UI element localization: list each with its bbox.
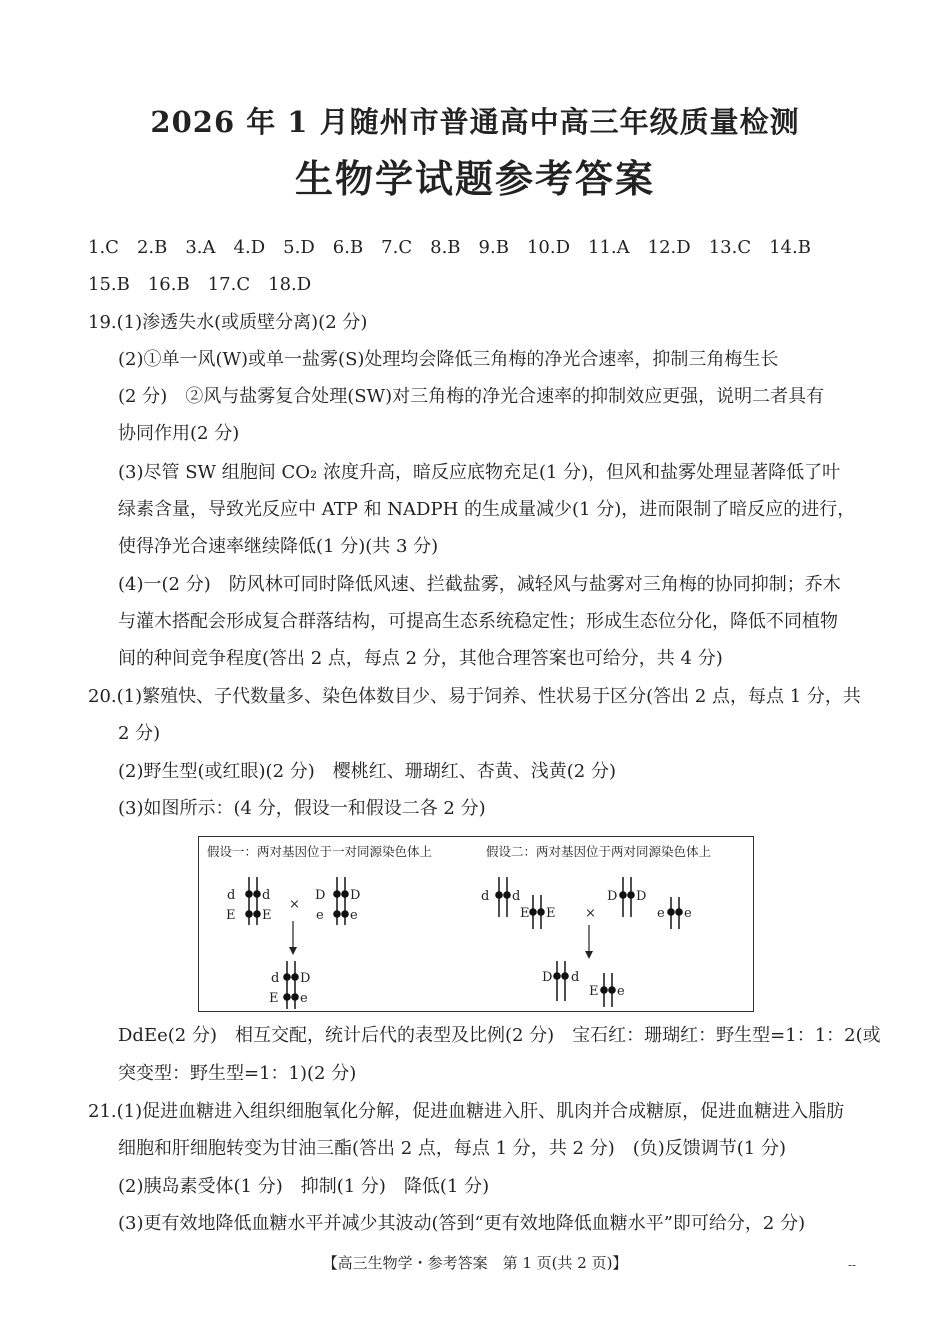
choice-answer: 10.D	[526, 237, 570, 258]
gene-label: e	[350, 908, 358, 923]
hypothesis1-offspring	[269, 961, 310, 1009]
q19-part4-line1: (4)一(2 分) 防风林可同时降低风速、拦截盐雾，减轻风与盐雾对三角梅的协同抑制；乔木	[118, 574, 841, 595]
chromosome-diagram-svg	[199, 837, 755, 1013]
choice-answer: 13.C	[708, 237, 752, 258]
q21-part3: (3)更有效地降低血糖水平并减少其波动(答到“更有效地降低血糖水平”即可给分，2 分)	[118, 1213, 806, 1234]
hypothesis1-label: 假设一：两对基因位于一对同源染色体上	[207, 844, 433, 859]
gene-label: D	[636, 889, 647, 904]
hypothesis1-parent1	[226, 877, 272, 925]
choice-answer: 3.A	[185, 237, 216, 258]
page-footer: 【高三生物学・参考答案 第 1 页(共 2 页)】	[322, 1254, 628, 1272]
choice-answer: 9.B	[478, 237, 509, 258]
q19-part1: 19.(1)渗透失水(或质壁分离)(2 分)	[88, 312, 368, 333]
q20-part3: (3)如图所示：(4 分，假设一和假设二各 2 分)	[118, 798, 486, 819]
q21-part1-line2: 细胞和肝细胞转变为甘油三酯(答出 2 点，每点 1 分，共 2 分) (负)反馈调节(1 分)	[118, 1138, 786, 1159]
gene-label: d	[262, 888, 271, 903]
gene-label: e	[684, 906, 692, 921]
gene-label: E	[226, 908, 236, 923]
gene-label: D	[315, 888, 326, 903]
chromosome-diagram	[198, 836, 754, 1012]
gene-label: e	[300, 991, 308, 1006]
choice-answer: 12.D	[647, 237, 691, 258]
choice-answer: 18.D	[268, 274, 312, 295]
gene-label: D	[300, 971, 311, 986]
choice-answer: 14.B	[769, 237, 811, 258]
choice-answers-row-2	[88, 273, 329, 297]
gene-label: D	[607, 889, 618, 904]
gene-label: E	[269, 991, 279, 1006]
choice-answer: 15.B	[88, 274, 130, 295]
gene-label: e	[617, 984, 625, 999]
q19-part4-line2: 与灌木搭配会形成复合群落结构，可提高生态系统稳定性；形成生态位分化，降低不同植物	[118, 611, 838, 632]
q21-part1-line1: 21.(1)促进血糖进入组织细胞氧化分解，促进血糖进入肝、肌肉并合成糖原，促进血糖进入脂肪	[88, 1101, 845, 1122]
hypothesis1-arrow	[289, 921, 297, 955]
hypothesis2-parent1	[481, 877, 556, 929]
q19-part4-line3: 间的种间竞争程度(答出 2 点，每点 2 分，其他合理答案也可给分，共 4 分)	[118, 648, 723, 669]
gene-label: e	[657, 906, 665, 921]
choice-answer: 16.B	[147, 274, 190, 295]
cross-symbol: ×	[585, 906, 596, 921]
choice-answer: 4.D	[233, 237, 266, 258]
q19-part2-line2: (2 分) ②风与盐雾复合处理(SW)对三角梅的净光合速率的抑制效应更强，说明二者具有	[118, 386, 825, 407]
gene-label: d	[512, 889, 521, 904]
q19-part2-line1: (2)①单一风(W)或单一盐雾(S)处理均会降低三角梅的净光合速率，抑制三角梅生长	[118, 349, 779, 370]
hypothesis2-offspring	[542, 961, 625, 1007]
choice-answer: 5.D	[283, 237, 315, 258]
q19-part3-line2: 绿素含量，导致光反应中 ATP 和 NADPH 的生成量减少(1 分)，进而限制了暗反应的进行，	[118, 499, 856, 520]
choice-answer: 1.C	[88, 237, 119, 258]
q19-part3-line3: 使得净光合速率继续降低(1 分)(共 3 分)	[118, 536, 439, 557]
choice-answer: 17.C	[207, 274, 251, 295]
footer-mark: --	[848, 1258, 857, 1272]
gene-label: D	[542, 970, 553, 985]
exam-title: 2026 年 1 月随州市普通高中高三年级质量检测	[150, 105, 800, 139]
cross-symbol: ×	[289, 897, 300, 912]
hypothesis2-label: 假设二：两对基因位于两对同源染色体上	[486, 844, 712, 859]
gene-label: d	[227, 888, 236, 903]
q20-part2: (2)野生型(或红眼)(2 分) 樱桃红、珊瑚红、杏黄、浅黄(2 分)	[118, 761, 616, 782]
gene-label: E	[589, 984, 599, 999]
q20-part1-line1: 20.(1)繁殖快、子代数量多、染色体数目少、易于饲养、性状易于区分(答出 2 点，每点 1 分，共	[88, 686, 861, 707]
choice-answer: 2.B	[136, 237, 168, 258]
gene-label: E	[520, 906, 530, 921]
answer-key-title: 生物学试题参考答案	[294, 156, 655, 201]
q20-part1-line2: 2 分)	[118, 723, 161, 744]
gene-label: d	[481, 889, 490, 904]
q19-part2-line3: 协同作用(2 分)	[118, 423, 240, 444]
choice-answer: 7.C	[381, 237, 413, 258]
choice-answer: 6.B	[332, 237, 364, 258]
gene-label: e	[316, 908, 324, 923]
gene-label: d	[271, 971, 280, 986]
gene-label: D	[350, 888, 361, 903]
q20-part3-answer-line2: 突变型：野生型=1：1)(2 分)	[118, 1063, 357, 1084]
q21-part2: (2)胰岛素受体(1 分) 抑制(1 分) 降低(1 分)	[118, 1176, 490, 1197]
choice-answers-row-1	[88, 236, 829, 260]
hypothesis2-parent2	[607, 877, 692, 929]
choice-answer: 8.B	[430, 237, 461, 258]
gene-label: d	[571, 970, 580, 985]
gene-label: E	[546, 906, 556, 921]
q19-part3-line1: (3)尽管 SW 组胞间 CO₂ 浓度升高，暗反应底物充足(1 分)，但风和盐雾处理显著降低了叶	[118, 462, 841, 483]
choice-answer: 11.A	[588, 237, 630, 258]
gene-label: E	[262, 908, 272, 923]
q20-part3-answer-line1: DdEe(2 分) 相互交配，统计后代的表型及比例(2 分) 宝石红：珊瑚红：野生型=1：1：2(或	[118, 1025, 881, 1046]
hypothesis2-arrow	[585, 925, 593, 959]
hypothesis1-parent2	[315, 877, 360, 925]
